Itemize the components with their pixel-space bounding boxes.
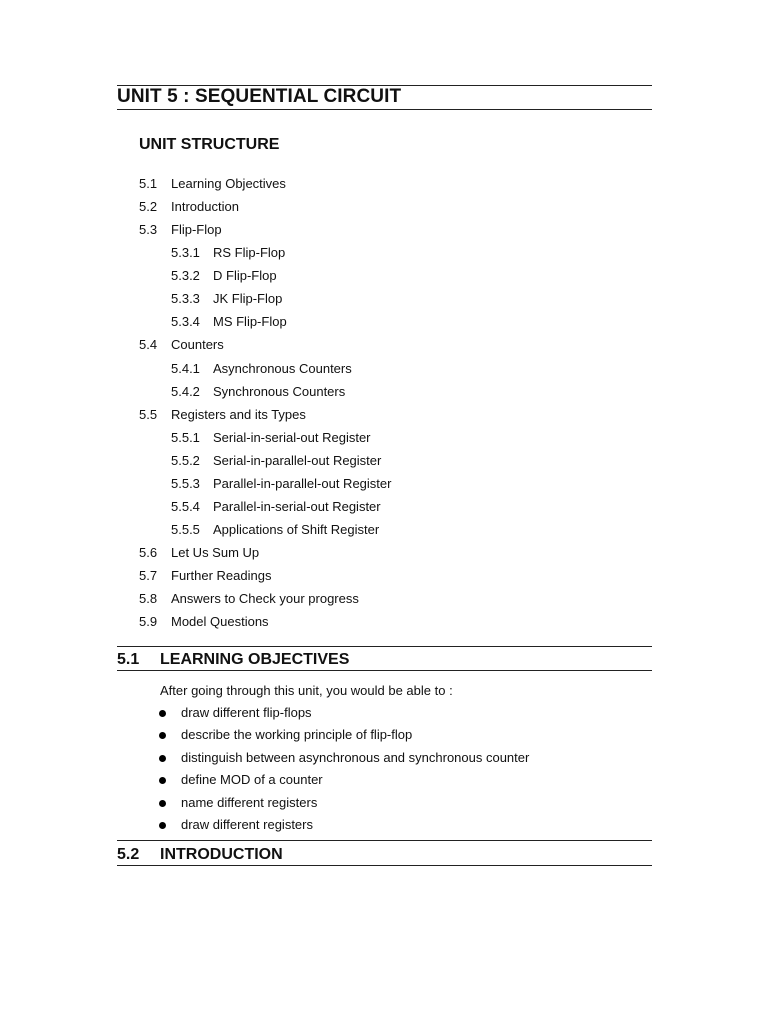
- list-item: [0, 726, 768, 748]
- list-item: [0, 749, 768, 771]
- bullet-icon: [159, 822, 166, 829]
- toc-text: Learning Objectives: [171, 176, 286, 191]
- toc-text: D Flip-Flop: [213, 268, 277, 284]
- toc-item: [0, 566, 768, 589]
- toc-number: 5.5.1: [171, 429, 200, 445]
- toc-text: Synchronous Counters: [213, 383, 346, 399]
- bullet-text: draw different flip-flops: [181, 705, 312, 720]
- section-learning-bottom-rule: [117, 670, 652, 671]
- toc-text: Counters: [171, 337, 224, 353]
- toc-number: 5.1: [139, 176, 158, 191]
- toc-text: Registers and its Types: [171, 406, 306, 422]
- objectives-intro: After going through this unit, you would be able to :: [160, 683, 453, 698]
- section-number: 5.1: [117, 651, 140, 668]
- toc-item: [0, 520, 768, 543]
- objectives-list: [0, 704, 768, 838]
- toc-item: [0, 612, 768, 635]
- toc-text: Parallel-in-parallel-out Register: [213, 475, 392, 491]
- unit-title: UNIT 5 : SEQUENTIAL CIRCUIT: [117, 86, 402, 107]
- bullet-text: define MOD of a counter: [181, 772, 323, 788]
- toc-number: 5.6: [139, 545, 158, 560]
- toc-number: 5.5: [139, 406, 158, 422]
- bullet-text: distinguish between asynchronous and synchronous counter: [181, 749, 530, 765]
- toc-item: [0, 289, 768, 312]
- toc-item: [0, 382, 768, 405]
- section-number: 5.2: [117, 846, 140, 863]
- toc-text: Introduction: [171, 199, 239, 215]
- list-item: [0, 816, 768, 838]
- toc-text: Asynchronous Counters: [213, 360, 352, 376]
- bullet-text: describe the working principle of flip-flop: [181, 727, 413, 743]
- toc-text: Flip-Flop: [171, 222, 222, 238]
- unit-structure-list: [0, 174, 768, 635]
- list-item: [0, 704, 768, 726]
- bullet-icon: [159, 732, 166, 739]
- toc-item: [0, 197, 768, 220]
- bullet-icon: [159, 710, 166, 717]
- toc-text: MS Flip-Flop: [213, 314, 287, 330]
- toc-item: [0, 312, 768, 335]
- toc-item: [0, 589, 768, 612]
- toc-text: Applications of Shift Register: [213, 521, 380, 537]
- toc-item: [0, 405, 768, 428]
- toc-number: 5.7: [139, 568, 158, 584]
- title-bottom-rule: [117, 109, 652, 110]
- bullet-text: name different registers: [181, 794, 318, 810]
- section-title: INTRODUCTION: [160, 846, 283, 863]
- bullet-icon: [159, 777, 166, 784]
- toc-text: RS Flip-Flop: [213, 245, 286, 261]
- toc-number: 5.5.5: [171, 521, 200, 537]
- toc-item: [0, 451, 768, 474]
- toc-item: [0, 543, 768, 566]
- bullet-text: draw different registers: [181, 816, 313, 832]
- toc-number: 5.9: [139, 614, 158, 630]
- toc-item: [0, 220, 768, 243]
- toc-item: [0, 428, 768, 451]
- toc-number: 5.8: [139, 591, 158, 607]
- toc-item: [0, 474, 768, 497]
- toc-item: [0, 174, 768, 197]
- toc-text: JK Flip-Flop: [213, 291, 283, 307]
- toc-text: Further Readings: [171, 568, 272, 584]
- toc-number: 5.3: [139, 222, 158, 238]
- toc-item: [0, 497, 768, 520]
- toc-text: Model Questions: [171, 614, 269, 630]
- toc-text: Serial-in-parallel-out Register: [213, 452, 382, 468]
- toc-text: Parallel-in-serial-out Register: [213, 498, 381, 514]
- toc-number: 5.4.2: [171, 383, 200, 399]
- toc-number: 5.4.1: [171, 360, 200, 376]
- section-intro-top-rule: [117, 840, 652, 841]
- toc-item: [0, 335, 768, 358]
- toc-number: 5.3.3: [171, 291, 200, 307]
- list-item: [0, 794, 768, 816]
- toc-number: 5.3.4: [171, 314, 200, 330]
- section-title: LEARNING OBJECTIVES: [160, 651, 350, 668]
- toc-number: 5.5.4: [171, 498, 200, 514]
- list-item: [0, 771, 768, 793]
- unit-structure-heading: UNIT STRUCTURE: [139, 136, 280, 153]
- toc-item: [0, 243, 768, 266]
- toc-text: Let Us Sum Up: [171, 545, 260, 560]
- bullet-icon: [159, 755, 166, 762]
- section-intro-bottom-rule: [117, 865, 652, 866]
- toc-text: Answers to Check your progress: [171, 591, 359, 607]
- toc-text: Serial-in-serial-out Register: [213, 429, 371, 445]
- section-learning-top-rule: [117, 646, 652, 647]
- toc-number: 5.4: [139, 337, 158, 353]
- toc-item: [0, 359, 768, 382]
- toc-item: [0, 266, 768, 289]
- toc-number: 5.5.2: [171, 452, 200, 468]
- toc-number: 5.5.3: [171, 475, 200, 491]
- toc-number: 5.2: [139, 199, 158, 215]
- bullet-icon: [159, 800, 166, 807]
- toc-number: 5.3.2: [171, 268, 200, 284]
- toc-number: 5.3.1: [171, 245, 200, 261]
